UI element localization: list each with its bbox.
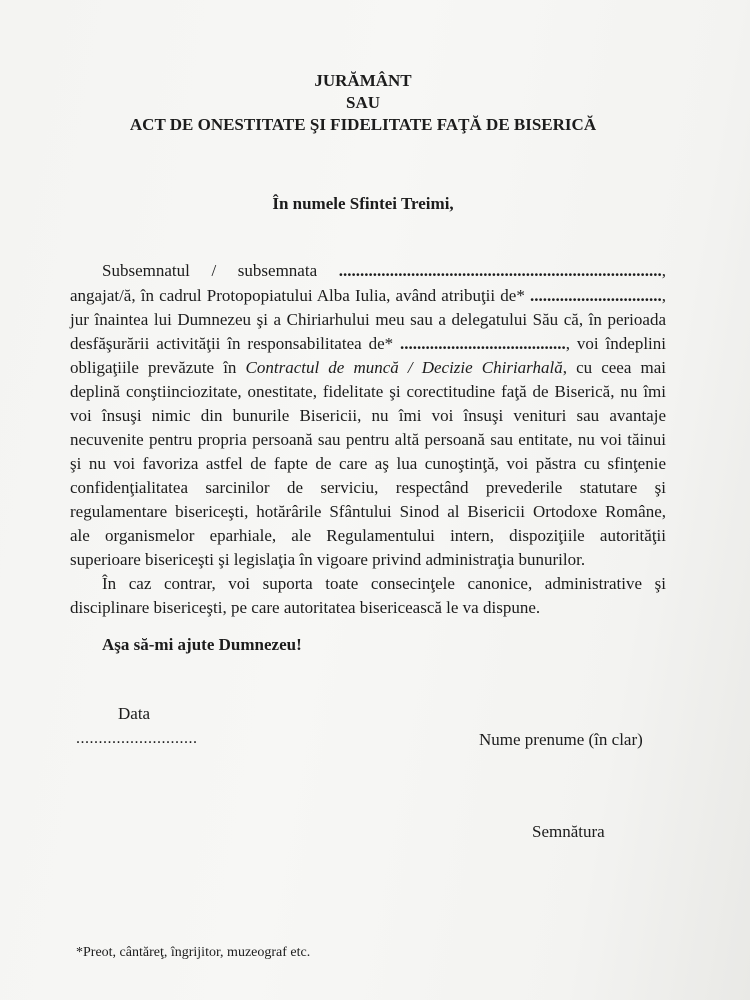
oath-line-text: desfăşurării activităţii în responsabilitatea de* xyxy=(70,334,401,353)
oath-line-14: În caz contrar, voi suporta toate consecinţele canonice, administrative şi xyxy=(102,574,666,593)
oath-line-12: ale organismelor eparhiale, ale Regulamentului intern, dispoziţiile autorităţii xyxy=(70,526,666,545)
oath-line-13: superioare bisericeşti şi legislaţia în vigoare privind administraţia bunurilor. xyxy=(70,550,586,569)
oath-line-10: confidenţialitatea sarcinilor de serviciu, respectând prevederile statutare şi xyxy=(70,478,666,497)
oath-line-6: deplină conştiinciozitate, onestitate, fidelitate şi corectitudine faţă de Biserică, nu îmi xyxy=(70,382,666,401)
document-subtitle: ACT DE ONESTITATE ŞI FIDELITATE FAŢĂ DE BISERICĂ xyxy=(129,115,597,134)
fill-in-name-field: ............................................................................ xyxy=(338,261,662,280)
oath-line-15: disciplinare bisericeşti, pe care autoritatea bisericească le va dispune. xyxy=(70,598,541,617)
document-title-connector: SAU xyxy=(345,93,380,112)
name-label: Nume prenume (în clar) xyxy=(479,730,643,749)
fill-in-attributions-field: ............................... xyxy=(530,286,662,305)
oath-line-text-end: , xyxy=(661,286,666,305)
oath-line-text-end: , voi îndeplini xyxy=(565,334,667,353)
document-title: JURĂMÂNT xyxy=(314,71,412,90)
oath-line-text: Subsemnatul / subsemnata xyxy=(102,261,339,280)
oath-line-7: voi însuşi nimic din bunurile Bisericii, nu îmi voi însuşi venituri sau avantaje xyxy=(70,406,666,425)
oath-line-3: jur înaintea lui Dumnezeu şi a Chiriarhului meu sau a delegatului Său că, în perioada xyxy=(70,310,666,329)
oath-line-9: şi nu voi favoriza astfel de fapte de care aş lua cunoştinţă, voi păstra cu sfinţenie xyxy=(70,454,666,473)
date-label: Data xyxy=(118,704,151,723)
oath-line-text-end: , cu ceea mai xyxy=(562,358,666,377)
contract-reference: Contractul de muncă / Decizie Chiriarhală xyxy=(245,358,563,377)
oath-line-11: regulamentare bisericeşti, hotărârile Sfântului Sinod al Bisericii Ortodoxe Române, xyxy=(70,502,666,521)
oath-line-2 xyxy=(70,284,666,307)
oath-line-5 xyxy=(70,356,666,379)
signature-label: Semnătura xyxy=(532,822,605,841)
oath-line-1 xyxy=(102,259,666,282)
invocation-line: În numele Sfintei Treimi, xyxy=(272,194,454,213)
oath-line-4 xyxy=(70,332,666,355)
oath-line-text: angajat/ă, în cadrul Protopopiatului Alba Iulia, având atribuţii de* xyxy=(70,286,530,305)
footnote: *Preot, cântăreţ, îngrijitor, muzeograf etc. xyxy=(76,945,311,960)
oath-line-text: obligaţiile prevăzute în xyxy=(70,358,246,377)
date-fill-in-field: ........................... xyxy=(76,730,198,747)
fill-in-responsibility-field: ....................................... xyxy=(400,334,566,353)
oath-line-text-end: , xyxy=(661,261,666,280)
closing-formula: Aşa să-mi ajute Dumnezeu! xyxy=(102,635,302,654)
document-title-block xyxy=(0,70,726,136)
oath-line-8: necuvenite pentru propria persoană sau pentru altă persoană sau entitate, nu voi tăinui xyxy=(70,430,666,449)
